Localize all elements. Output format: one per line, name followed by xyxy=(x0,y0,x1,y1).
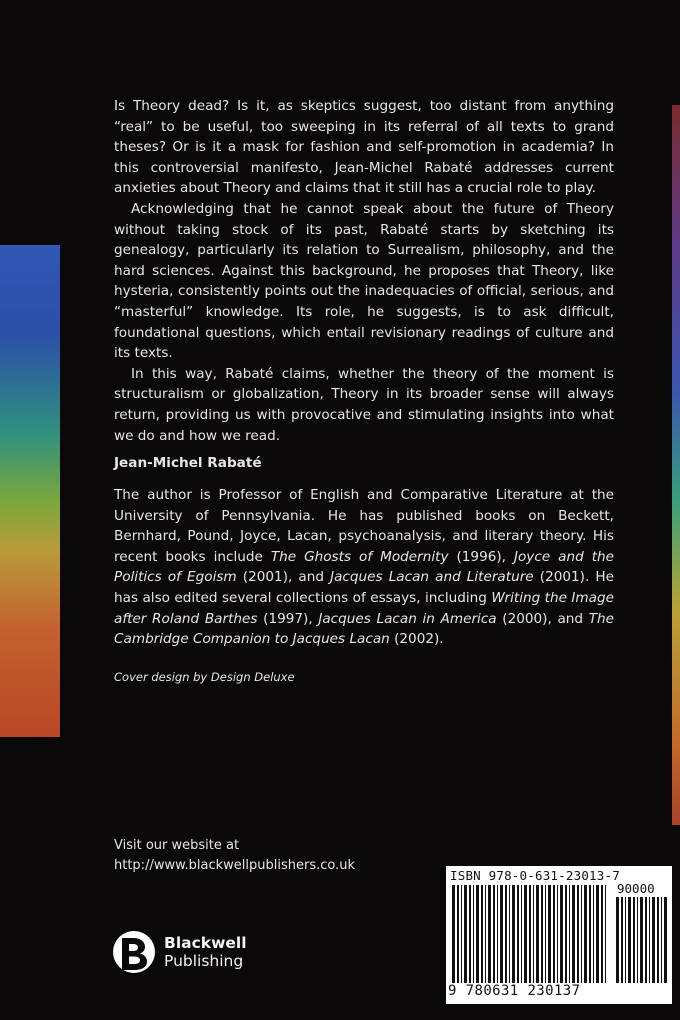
barcode-bar xyxy=(596,885,599,983)
barcode-bars xyxy=(452,885,610,983)
barcode-bar xyxy=(485,885,486,983)
publisher-logo xyxy=(112,930,247,974)
barcode-bar xyxy=(584,885,587,983)
isbn-barcode xyxy=(446,866,672,1004)
barcode-bar xyxy=(500,885,503,983)
barcode-bar xyxy=(581,885,582,983)
book-title: Writing the Image after Roland Barthes xyxy=(114,589,614,627)
blurb-paragraph-3: In this way, Rabaté claims, whether the theory of the moment is structuralism or globalization, Theory in its broader sense will always return, providing us with provocative and stimulating insights into what we do and how we read. xyxy=(114,365,614,444)
barcode-bar xyxy=(517,885,519,983)
bio-text: (1997), xyxy=(257,610,319,627)
barcode-bar xyxy=(509,885,510,983)
barcode-bar xyxy=(536,885,539,983)
ean-digits: 9 780631 230137 xyxy=(448,983,581,999)
barcode-bar xyxy=(493,885,495,983)
bio-text: (2001). He has also edited several collections of essays, including xyxy=(114,569,614,606)
author-bio xyxy=(114,485,614,650)
barcode-bar xyxy=(557,885,558,983)
barcode-bar xyxy=(461,885,462,983)
bio-text: (2001), and xyxy=(236,569,331,586)
barcode-bar xyxy=(481,885,483,983)
barcode-bar xyxy=(633,897,635,983)
website-block xyxy=(114,836,355,876)
isbn-text: ISBN 978-0-631-23013-7 xyxy=(450,868,620,883)
barcode-bar xyxy=(533,885,534,983)
book-title: The Ghosts of Modernity xyxy=(270,548,449,565)
book-title: Jacques Lacan and Literature xyxy=(330,569,534,586)
barcode-bar xyxy=(572,885,575,983)
blackwell-b-icon xyxy=(112,930,156,974)
barcode-bar xyxy=(521,885,522,983)
barcode-bar xyxy=(616,897,619,983)
barcode-bar xyxy=(529,885,531,983)
book-title: The Cambridge Companion to Jacques Lacan xyxy=(114,610,615,648)
author-name: Jean-Michel Rabaté xyxy=(114,455,262,471)
barcode-bar xyxy=(457,885,459,983)
barcode-bar xyxy=(524,885,527,983)
barcode-bar xyxy=(593,885,594,983)
book-title: Jacques Lacan in America xyxy=(318,610,497,627)
barcode-bar xyxy=(469,885,471,983)
barcode-bar xyxy=(664,897,667,983)
barcode-bar xyxy=(628,897,631,983)
barcode-bar xyxy=(560,885,563,983)
barcode-bar xyxy=(577,885,579,983)
publisher-subtitle: Publishing xyxy=(164,952,244,970)
barcode-bar xyxy=(541,885,543,983)
blurb-paragraph-2: Acknowledging that he cannot speak about the future of Theory without taking stock of its past, Rabaté starts by sketching its genealogy, particularly its relation to Surrealism, philosophy, and the hard sciences. Against this background, he proposes that Theory, like hysteria, consistently points out the inadequacies of official, serious, and “masterful” knowledge. Its role, he suggests, is to ask difficult, foundational questions, which entail revisionary readings of culture and its texts. xyxy=(114,200,614,362)
publisher-name: Blackwell xyxy=(164,934,247,952)
barcode-bar xyxy=(637,897,638,983)
barcode-bar xyxy=(661,897,662,983)
barcode-bar xyxy=(649,897,650,983)
website-label: Visit our website at xyxy=(114,838,240,853)
book-blurb xyxy=(114,96,614,446)
barcode-bar xyxy=(497,885,498,983)
barcode-bar xyxy=(640,897,643,983)
barcode-bar xyxy=(565,885,567,983)
barcode-bar xyxy=(657,897,659,983)
barcode-bar xyxy=(488,885,491,983)
barcode-bar xyxy=(601,885,603,983)
left-color-band xyxy=(0,245,60,737)
barcode-bar xyxy=(589,885,591,983)
bio-text: The author is Professor of English and Comparative Literature at the University of Pennsylvania. He has published books on Beckett, Bernhard, Pound, Joyce, Lacan, psychoanalysis, and literary theory. His recent books include xyxy=(114,487,614,565)
barcode-bar xyxy=(505,885,507,983)
barcode-bar xyxy=(452,885,455,983)
barcode-bar xyxy=(476,885,479,983)
barcode-bar xyxy=(605,885,606,983)
barcode-bar xyxy=(569,885,570,983)
bio-text: (2000), and xyxy=(496,610,589,627)
barcode-bar xyxy=(553,885,555,983)
right-color-band xyxy=(672,105,680,825)
blurb-paragraph-1: Is Theory dead? Is it, as skeptics suggest, too distant from anything “real” to be useful, too sweeping in its referral of all texts to grand theses? Or is it a mask for fashion and self-promotion in academia? In this controversial manifesto, Jean-Michel Rabaté addresses current anxieties about Theory and claims that it still has a crucial role to play. xyxy=(114,98,614,197)
barcode-bar xyxy=(652,897,655,983)
barcode-bar xyxy=(545,885,546,983)
barcode-bar xyxy=(512,885,515,983)
price-code: 90000 xyxy=(617,881,655,896)
book-title: Joyce and the Politics of Egoism xyxy=(114,548,615,586)
barcode-bar xyxy=(621,897,623,983)
barcode-bar xyxy=(464,885,467,983)
barcode-bar xyxy=(548,885,551,983)
website-url[interactable]: http://www.blackwellpublishers.co.uk xyxy=(114,858,356,873)
barcode-bar xyxy=(473,885,474,983)
barcode-addon-bars xyxy=(616,897,668,983)
barcode-bar xyxy=(625,897,626,983)
bio-text: (2002). xyxy=(389,631,444,648)
cover-credit: Cover design by Design Deluxe xyxy=(114,670,295,684)
barcode-bar xyxy=(645,897,647,983)
bio-text: (1996), xyxy=(448,548,514,565)
